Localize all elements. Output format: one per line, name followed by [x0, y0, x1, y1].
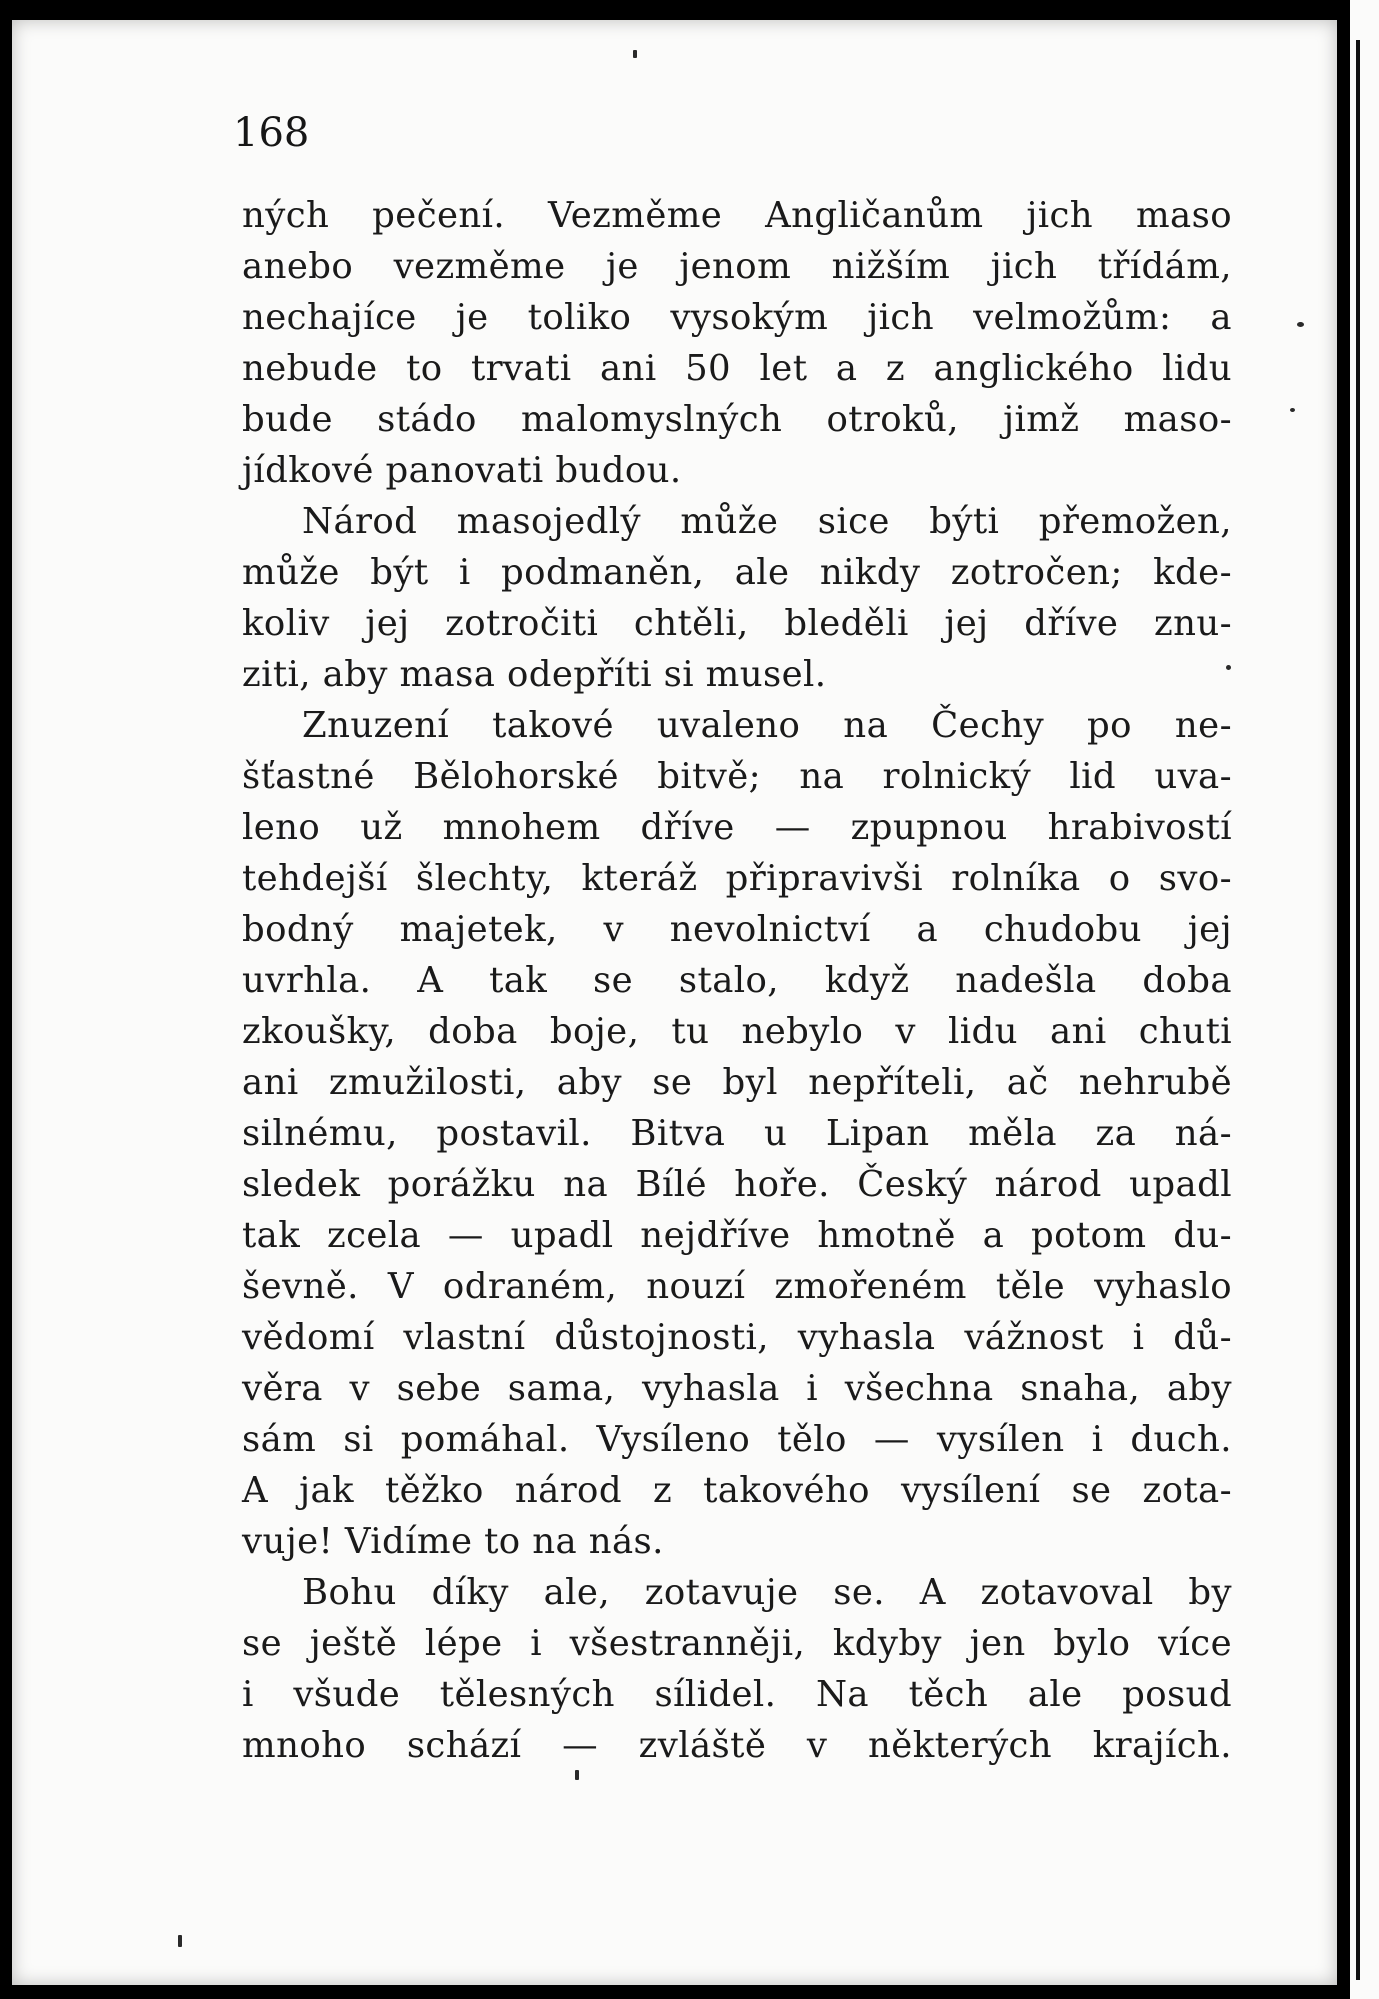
- print-speck: [633, 50, 637, 58]
- paragraph-1: [242, 190, 1232, 496]
- print-speck: [1290, 408, 1295, 412]
- text-line: nebude to trvati ani 50 let a z anglického lidu: [242, 348, 1232, 389]
- text-line: ani zmužilosti, aby se byl nepříteli, ač nehrubě: [242, 1062, 1232, 1103]
- text-line: zkoušky, doba boje, tu nebylo v lidu ani chuti: [242, 1011, 1232, 1052]
- page-number: 168: [233, 110, 310, 156]
- page-gutter-rule: [1356, 40, 1360, 1980]
- body-text: [242, 190, 1232, 1771]
- text-line: ziti, aby masa odepříti si musel.: [242, 654, 827, 695]
- text-line: Bohu díky ale, zotavuje se. A zotavoval by: [302, 1572, 1232, 1613]
- text-line: nechajíce je toliko vysokým jich velmožům: a: [242, 297, 1232, 338]
- text-line: věra v sebe sama, vyhasla i všechna snaha, aby: [242, 1368, 1232, 1409]
- text-line: i všude tělesných sílidel. Na těch ale posud: [242, 1674, 1232, 1715]
- text-line: bodný majetek, v nevolnictví a chudobu jej: [242, 909, 1232, 950]
- text-line: jídkové panovati budou.: [242, 450, 682, 491]
- text-line: Znuzení takové uvaleno na Čechy po ne-: [302, 705, 1232, 746]
- text-line: Národ masojedlý může sice býti přemožen,: [302, 501, 1232, 542]
- print-speck: [178, 1935, 182, 1947]
- paragraph-3: [242, 700, 1232, 1567]
- next-page-edge: [1350, 0, 1379, 1999]
- text-line: tak zcela — upadl nejdříve hmotně a potom du-: [242, 1215, 1232, 1256]
- text-line: tehdejší šlechty, kteráž připravivši rolníka o svo-: [242, 858, 1232, 899]
- text-line: se ještě lépe i všestranněji, kdyby jen bylo více: [242, 1623, 1232, 1664]
- text-line: ných pečení. Vezměme Angličanům jich maso: [242, 195, 1232, 236]
- text-line: sledek porážku na Bílé hoře. Český národ upadl: [242, 1164, 1232, 1205]
- text-line: vuje! Vidíme to na nás.: [242, 1521, 664, 1562]
- text-line: koliv jej zotročiti chtěli, bleděli jej dříve znu-: [242, 603, 1232, 644]
- text-line: silnému, postavil. Bitva u Lipan měla za ná-: [242, 1113, 1232, 1154]
- text-line: mnoho schází — zvláště v některých krajích.: [242, 1725, 1232, 1766]
- text-line: sám si pomáhal. Vysíleno tělo — vysílen i duch.: [242, 1419, 1232, 1460]
- text-line: leno už mnohem dříve — zpupnou hrabivostí: [242, 807, 1232, 848]
- text-line: může být i podmaněn, ale nikdy zotročen; kde-: [242, 552, 1232, 593]
- text-line: A jak těžko národ z takového vysílení se zota-: [242, 1470, 1232, 1511]
- paragraph-4: [242, 1567, 1232, 1771]
- print-speck: [1226, 665, 1231, 670]
- text-line: ševně. V odraném, nouzí zmořeném těle vyhaslo: [242, 1266, 1232, 1307]
- text-line: uvrhla. A tak se stalo, když nadešla doba: [242, 960, 1232, 1001]
- print-speck: [575, 1770, 579, 1780]
- paragraph-2: [242, 496, 1232, 700]
- text-line: bude stádo malomyslných otroků, jimž maso-: [242, 399, 1232, 440]
- text-line: šťastné Bělohorské bitvě; na rolnický lid uva-: [242, 756, 1232, 797]
- text-line: vědomí vlastní důstojnosti, vyhasla vážnost i dů-: [242, 1317, 1232, 1358]
- text-line: anebo vezměme je jenom nižším jich třídám,: [242, 246, 1232, 287]
- print-speck: [1297, 322, 1304, 327]
